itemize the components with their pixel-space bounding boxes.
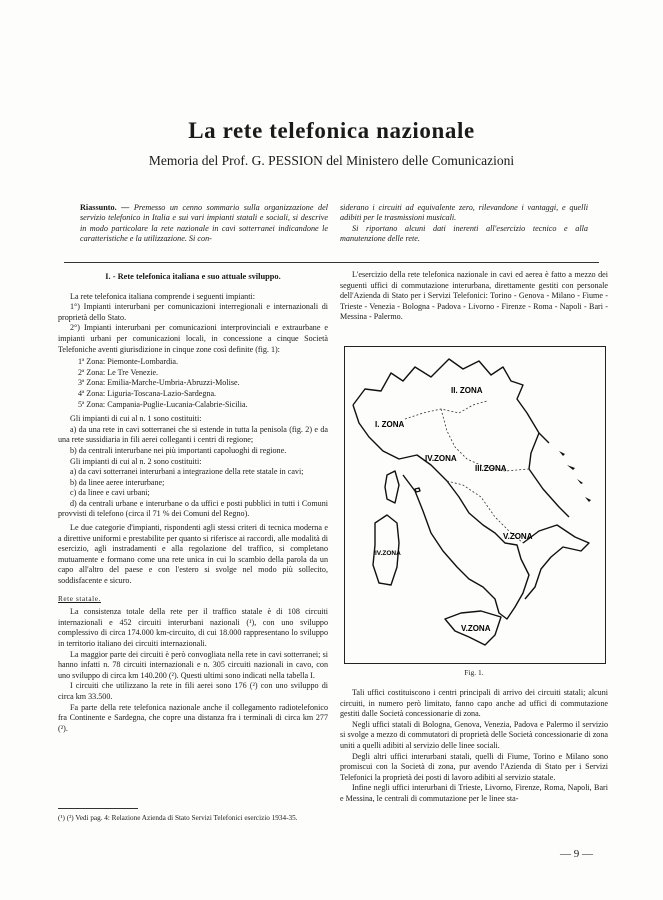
paragraph: Negli uffici statali di Bologna, Genova, Venezia, Padova e Palermo il servizio si svolge a mezzo di commutatori di proprietà delle Società concessionarie di zona uniti a quelli adibiti al servizio delle linee sociali. (340, 719, 608, 750)
page-title: La rete telefonica nazionale (188, 118, 475, 143)
abstract-text-right-2: Si riportano alcuni dati inerenti all'esercizio tecnico e alla manutenzione delle rete. (340, 223, 588, 244)
paragraph: 2°) Impianti interurbani per comunicazioni interprovinciali e extraurbane e impianti urbani per comunicazioni locali, in concessione a cinque Società Telefoniche aventi giurisdizione in cinque zone così definite (fig. 1): (58, 323, 328, 354)
abstract-text-left: Premesso un cenno sommario sulla organizzazione del servizio telefonico in Italia e sui vari impianti statali e sociali, si descrive in modo particolare la rete nazionale in cavi sotterranei indicandone le caratteristiche e la utilizzazione. Si con- (80, 203, 328, 244)
abstract-right (340, 203, 588, 245)
zone-label-4-sardinia: IV.ZONA (375, 550, 401, 557)
paragraph: c) da linee e cavi urbani; (70, 488, 150, 498)
zone-label-5: V.ZONA (503, 532, 533, 541)
paragraph: L'esercizio della rete telefonica nazionale in cavi ed aerea è fatto a mezzo dei seguenti uffici di commutazione interurbana, direttamente gestiti con personale dell'Azienda di Stato per i Servizi Telefonici: Torino - Genova - Milano - Fiume - Trieste - Venezia - Bologna - Padova - Livorno - Firenze - Roma - Napoli - Bari - Messina - Palermo. (340, 270, 608, 322)
italy-zone-map (345, 347, 605, 663)
zone-item: 2ª Zona: Le Tre Venezie. (78, 367, 159, 377)
corsica-outline (385, 471, 399, 503)
zone-item: 3ª Zona: Emilia-Marche-Umbria-Abruzzi-Molise. (78, 378, 240, 388)
peninsula-outline (353, 405, 589, 619)
paragraph: Infine negli uffici interurbani di Trieste, Livorno, Firenze, Roma, Napoli, Bari e Messina, le centrali di commutazione per le linee sta- (340, 783, 608, 803)
zone-label-4: IV.ZONA (425, 454, 457, 463)
elba-island (415, 488, 420, 492)
right-column-bottom (340, 688, 608, 805)
paragraph: b) da centrali interurbane nei più importanti capoluoghi di regione. (70, 445, 287, 455)
zone-item: 4ª Zona: Liguria-Toscana-Lazio-Sardegna. (78, 388, 217, 398)
paragraph: La maggior parte dei circuiti è però convogliata nella rete in cavi sotterranei; si hanno infatti n. 78 circuiti internazionali e n. 305 circuiti nazionali in cavo, con uno sviluppo di circa km 140.200 (²). Questi ultimi sono indicati nella tabella I. (58, 649, 328, 680)
dalmatian-islands (559, 451, 591, 502)
zone-item: 5ª Zona: Campania-Puglie-Lucania-Calabrie-Sicilia. (78, 399, 248, 409)
page-number: — 9 — (560, 848, 593, 860)
divider (64, 262, 599, 263)
zone-item: 1ª Zona: Piemonte-Lombardia. (78, 357, 179, 367)
paragraph: b) da linee aeree interurbane; (70, 477, 165, 487)
right-column-top (340, 270, 608, 323)
zone-label-1: I. ZONA (375, 420, 405, 429)
paragraph: a) da cavi sotterranei interurbani a integrazione della rete statale in cavi; (70, 467, 304, 477)
footnote: (¹) (²) Vedi pag. 4: Relazione Azienda di Stato Servizi Telefonici esercizio 1934-35. (58, 814, 298, 822)
section-heading: I. - Rete telefonica italiana e suo attuale sviluppo. (105, 272, 281, 281)
abstract-text-right-1: siderano i circuiti ad equivalente zero, rilevandone i vantaggi, e quelli adibiti per le trasmissioni musicali. (340, 203, 588, 223)
paragraph: d) da centrali urbane e interurbane o da uffici e posti pubblici in tutti i Comuni provvisti di telefono (circa il 71 % dei Comuni del Regno). (58, 498, 328, 519)
zone-boundary (405, 401, 487, 419)
zone-label-2: II. ZONA (451, 386, 483, 395)
paragraph: Degli altri uffici interurbani statali, quelli di Fiume, Torino e Milano sono promiscui con la Società di zona, pur avendo l'Azienda di Stato per i Servizi Telefonici la proprietà dei posti di lavoro adibiti al servizio statale. (340, 751, 608, 782)
figure-caption: Fig. 1. (464, 668, 484, 677)
zone-label-3: III.ZONA (475, 464, 507, 473)
paragraph: 1°) Impianti interurbani per comunicazioni interregionali e internazionali di proprietà dello Stato. (58, 302, 328, 322)
abstract-left (80, 203, 328, 245)
left-column (58, 270, 328, 734)
paragraph: Fa parte della rete telefonica nazionale anche il collegamento radiotelefonico fra Continente e Sardegna, che copre una distanza fra i terminali di circa km 277 (²). (58, 702, 328, 733)
figure-map (344, 346, 606, 664)
paragraph: a) da una rete in cavi sotterranei che si estende in tutta la penisola (fig. 2) e da una rete sussidiaria in fili aerei colleganti i centri di regione; (58, 424, 328, 445)
paragraph: I circuiti che utilizzano la rete in fili aerei sono 176 (²) con uno sviluppo di circa km 33.500. (58, 681, 328, 701)
paragraph: La consistenza totale della rete per il traffico statale è di 108 circuiti internazionali e 452 circuiti interurbani nazionali (¹), con uno sviluppo complessivo di circa 174.000 km-circuito, di cui 18.000 rappresentano lo sviluppo in territorio italiano dei circuiti internazionali. (58, 607, 328, 648)
abstract-label: Riassunto. — (80, 203, 130, 212)
zone-list (78, 357, 328, 410)
footnote-rule (58, 808, 138, 809)
paragraph: La rete telefonica italiana comprende i seguenti impianti: (70, 291, 255, 301)
paragraph: Gli impianti di cui al n. 2 sono costituiti: (70, 456, 202, 466)
zone-label-5-sicily: V.ZONA (461, 624, 491, 633)
page-subtitle: Memoria del Prof. G. PESSION del Ministero delle Comunicazioni (148, 153, 515, 168)
north-border (353, 359, 549, 443)
paragraph: Tali uffici costituiscono i centri principali di arrivo dei circuiti statali; alcuni circuiti, in numero però limitato, fanno capo anche ad uffici di commutazione gestiti dalle Società concessionarie di zona. (340, 688, 608, 719)
subsection-heading: Rete statale. (58, 594, 101, 603)
paragraph: Gli impianti di cui al n. 1 sono costituiti: (70, 414, 202, 424)
paragraph: Le due categorie d'impianti, rispondenti agli stessi criteri di tecnica moderna e a direttive uniformi e prestabilite per quanto si riferisce ai raccordi, alle modalità di esercizio, agli instradamenti e alla regolazione del traffico, si completano mutuamente e formano come una rete unica in cui lo scambio della parola da un capo all'altro del paese e con l'estero si svolge nel modo più sollecito, soddisfacente e sicuro. (58, 523, 328, 586)
